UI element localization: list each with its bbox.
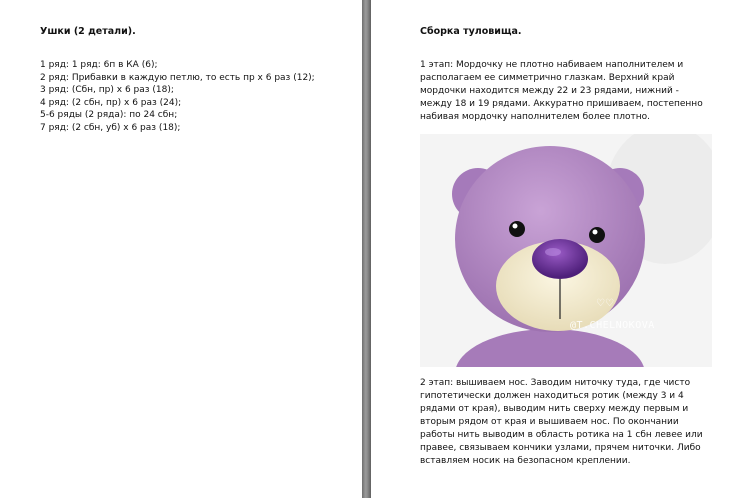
watermark-hearts: ♡♡ <box>596 298 614 309</box>
row-line: 5-6 ряды (2 ряда): по 24 сбн; <box>40 110 178 120</box>
stage1-text: 1 этап: Мордочку не плотно набиваем наполнителем и располагаем ее симметрично глазкам. Верхний край мордочки находится между 22 и 23 рядами, нижний - между 18 и 19 рядами. Аккуратно пришиваем, постепенно набивая мордочку наполнителем более плотно. <box>420 60 703 122</box>
bear-eye-right <box>589 227 605 243</box>
bear-illustration <box>420 134 712 367</box>
stage2-text: 2 этап: вышиваем нос. Заводим ниточку туда, где чисто гипотетически должен находиться ротик (между 3 и 4 рядами от края), выводим нить сверху между первым и вторым рядом от края и вышиваем нос. По окончании работы нить выводим в область ротика на 1 сбн левее или правее, связываем кончики узлами, прячем ниточки. Либо вставляем носик на безопасном креплении. <box>420 378 703 466</box>
row-line: 2 ряд: Прибавки в каждую петлю, то есть пр х 6 раз (12); <box>40 72 315 83</box>
right-page <box>371 0 731 498</box>
photo-watermark: @T.CHELNOKOVA <box>570 320 655 331</box>
ears-heading: Ушки (2 детали). <box>40 26 136 37</box>
row-line: 1 ряд: 1 ряд: 6п в КА (6); <box>40 60 158 70</box>
left-page <box>0 0 362 498</box>
page-gutter <box>362 0 371 498</box>
row-line: 3 ряд: (Сбн, пр) х 6 раз (18); <box>40 85 174 95</box>
bear-eye-left <box>509 221 525 237</box>
ears-rows <box>40 59 362 134</box>
bear-photo <box>420 134 712 367</box>
row-line: 7 ряд: (2 сбн, уб) х 6 раз (18); <box>40 122 181 133</box>
assembly-heading: Сборка туловища. <box>420 26 522 37</box>
bear-nose <box>532 239 588 279</box>
row-line: 4 ряд: (2 сбн, пр) х 6 раз (24); <box>40 97 182 108</box>
